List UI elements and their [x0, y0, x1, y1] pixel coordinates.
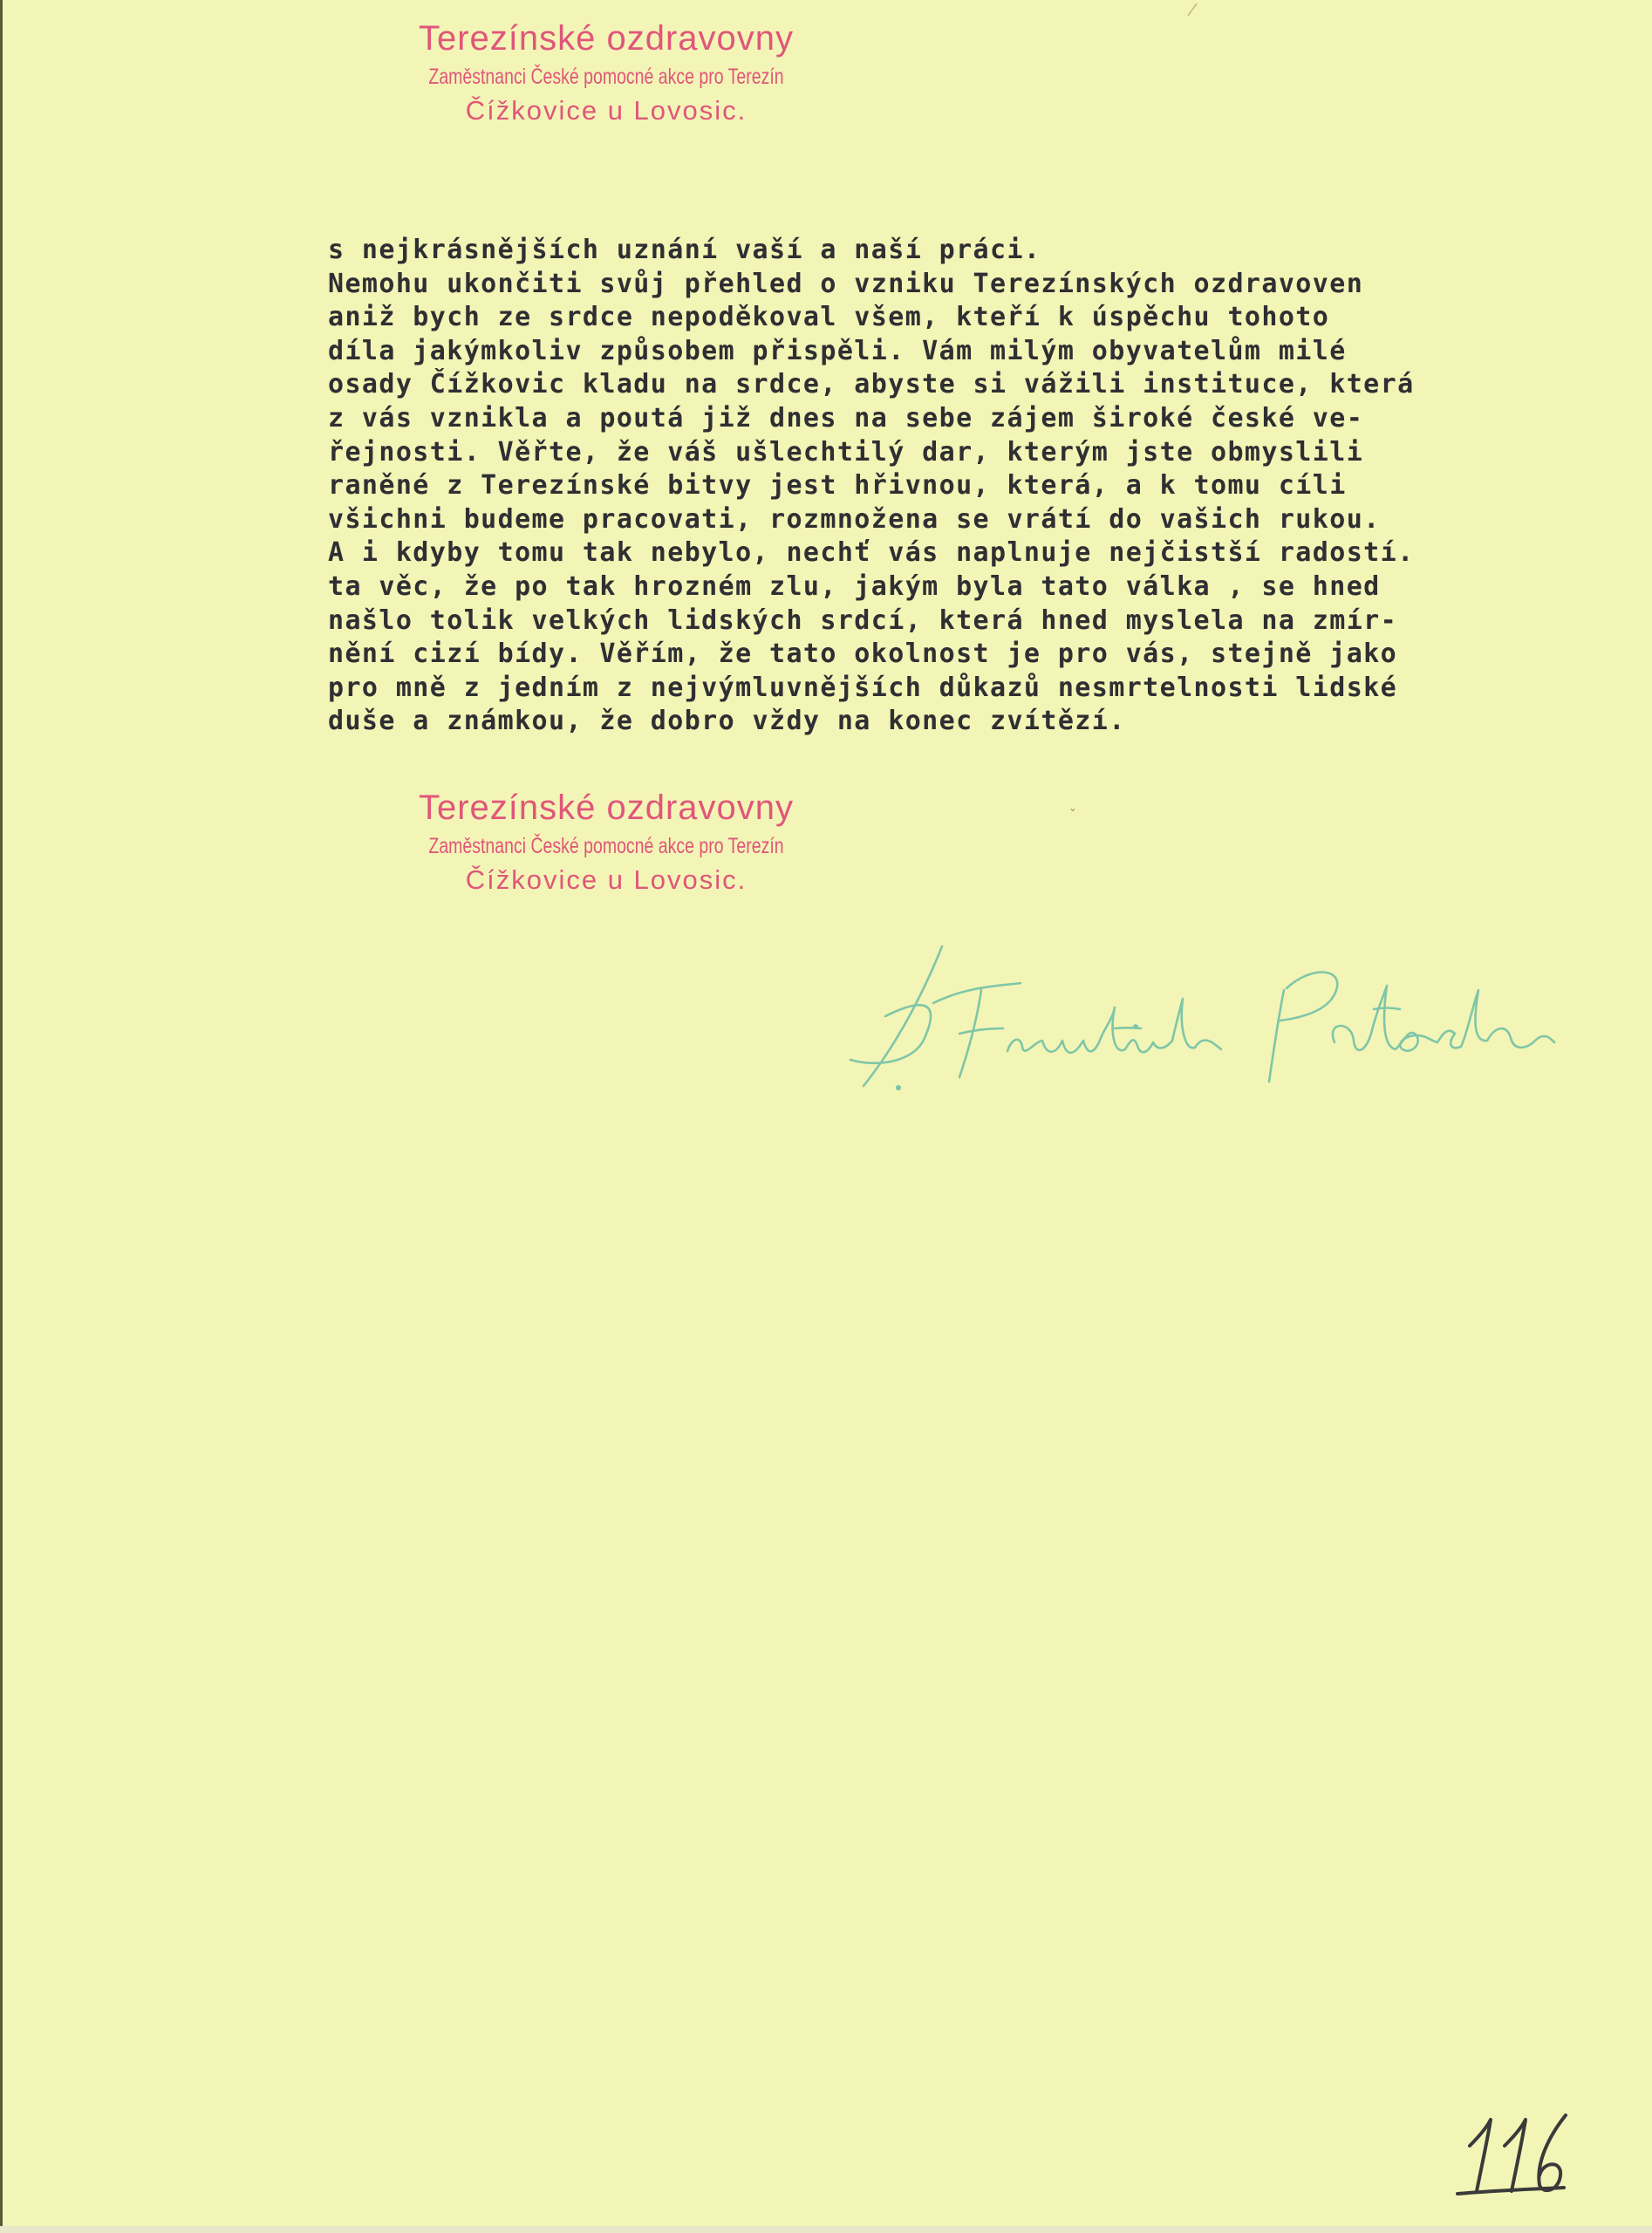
- page-bottom-edge: [0, 2226, 1652, 2233]
- stamp-organization-name: Terezínské ozdravovny: [418, 789, 795, 827]
- letter-line: osady Čížkovic kladu na srdce, abyste si vážili instituce, která: [328, 369, 1415, 400]
- letter-line: duše a známkou, že dobro vždy na konec zvítězí.: [328, 706, 1126, 737]
- stamp-location: Čížkovice u Lovosic.: [465, 864, 747, 895]
- closing-stamp: [362, 785, 850, 898]
- letter-line: řejnosti. Věřte, že váš ušlechtilý dar, kterým jste obmyslili: [328, 436, 1364, 468]
- letter-line: našlo tolik velkých lidských srdcí, která hned myslela na zmír-: [328, 604, 1398, 636]
- paper-scratch-mark: [1186, 0, 1212, 17]
- letter-line: raněné z Terezínské bitvy jest hřivnou, která, a k tomu cíli: [328, 470, 1347, 502]
- letter-line: aniž bych ze srdce nepoděkoval všem, kteří k úspěchu tohoto: [328, 302, 1330, 333]
- stamp-organization-name: Terezínské ozdravovny: [418, 19, 795, 58]
- letter-line: díla jakýmkoliv způsobem přispěli. Vám milým obyvatelům milé: [328, 335, 1347, 366]
- stamp-location: Čížkovice u Lovosic.: [465, 95, 747, 126]
- letter-line: Nemohu ukončiti svůj přehled o vzniku Terezínských ozdravoven: [328, 268, 1364, 299]
- handwritten-signature: [837, 938, 1561, 1095]
- letter-line: pro mně z jedním z nejvýmluvnějších důkazů nesmrtelnosti lidské: [328, 672, 1398, 703]
- stamp-subtitle: Zaměstnanci České pomocné akce pro Terezín: [428, 834, 784, 858]
- letter-line: s nejkrásnějších uznání vaší a naší práci.: [328, 235, 1041, 265]
- page-left-edge: [0, 0, 3, 2233]
- letter-line: všichni budeme pracovati, rozmnožena se vrátí do vašich rukou.: [328, 503, 1381, 535]
- letter-line: z vás vznikla a poutá již dnes na sebe zájem široké české ve-: [328, 402, 1364, 434]
- letter-line: ta věc, že po tak hrozném zlu, jakým byla tato válka , se hned: [328, 570, 1381, 602]
- letterhead-stamp: [362, 16, 850, 129]
- ink-speck: ˇ: [1068, 807, 1077, 823]
- folio-number-handwritten: [1452, 2111, 1574, 2198]
- letter-line: A i kdyby tomu tak nebylo, nechť vás naplnuje nejčistší radostí.: [328, 537, 1415, 569]
- stamp-subtitle: Zaměstnanci České pomocné akce pro Terezín: [428, 65, 784, 89]
- letter-line: nění cizí bídy. Věřím, že tato okolnost je pro vás, stejně jako: [328, 638, 1398, 670]
- letter-body: [328, 234, 1584, 739]
